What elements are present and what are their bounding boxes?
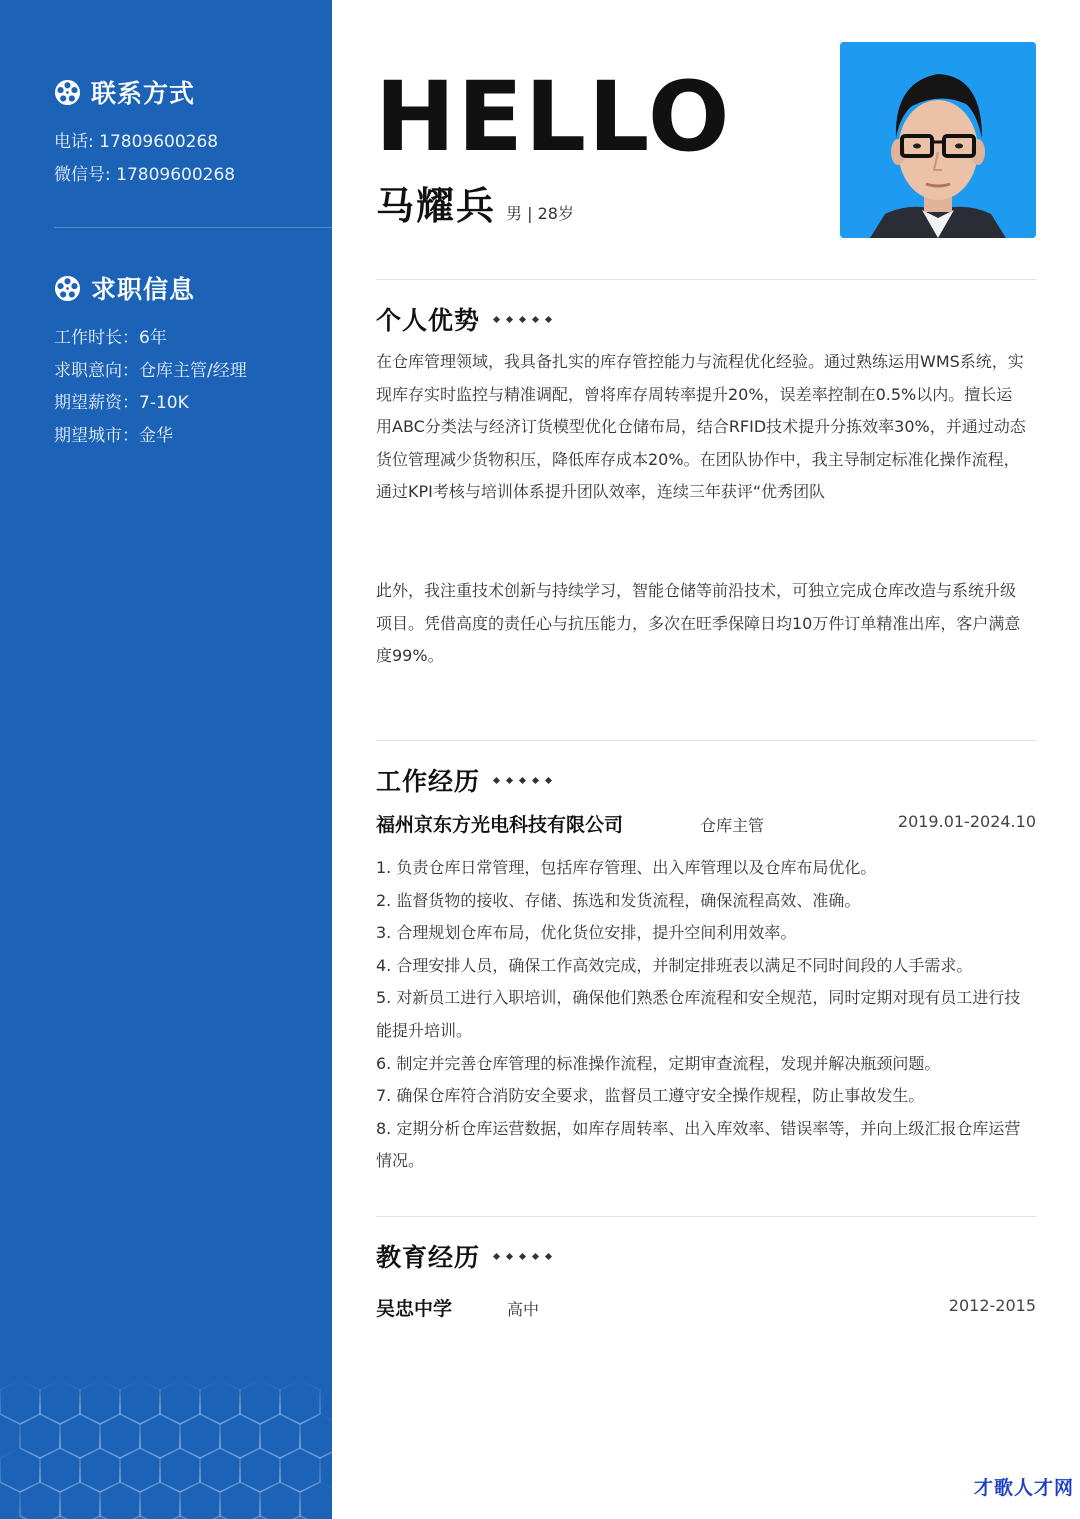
list-item: 7. 确保仓库符合消防安全要求，监督员工遵守安全操作规程，防止事故发生。 [376,1086,925,1106]
work-years-text: 工作时长：6年 [54,328,167,348]
school-name: 吴忠中学 [376,1298,453,1320]
divider [376,279,1036,280]
list-item: 8. 定期分析仓库运营数据，如库存周转率、出入库效率、错误率等，并向上级汇报仓库运营情况。 [376,1118,1021,1171]
sidebar-divider [54,227,332,228]
company-name: 福州京东方光电科技有限公司 [376,814,624,836]
hello-heading: HELLO [375,61,732,173]
dots-ornament [494,317,551,322]
film-reel-icon [54,275,81,302]
candidate-name: 马耀兵 [376,184,497,228]
education-date: 2012-2015 [948,1296,1036,1315]
job-entry [376,810,1036,840]
section-heading-education [376,1238,551,1274]
list-item: 4. 合理安排人员，确保工作高效完成，并制定排班表以满足不同时间段的人手需求。 [376,955,973,975]
dots-ornament [494,1254,551,1259]
expected-salary-text: 期望薪资：7-10K [54,393,189,413]
list-item: 6. 制定并完善仓库管理的标准操作流程，定期审查流程，发现并解决瓶颈问题。 [376,1053,941,1073]
section-heading-advantages [376,301,551,337]
degree: 高中 [507,1300,540,1319]
job-intention-text: 求职意向：仓库主管/经理 [54,361,247,381]
contact-heading [54,74,195,110]
work-title: 工作经历 [376,767,481,796]
divider [376,740,1036,741]
education-entry [376,1294,1036,1324]
job-info-heading [54,270,195,306]
job-role: 仓库主管 [700,816,765,835]
advantages-title: 个人优势 [376,306,481,335]
divider [376,1216,1036,1217]
list-item: 2. 监督货物的接收、存储、拣选和发货流程，确保流程高效、准确。 [376,890,861,910]
list-item: 1. 负责仓库日常管理，包括库存管理、出入库管理以及仓库布局优化。 [376,858,877,877]
list-item: 5. 对新员工进行入职培训，确保他们熟悉仓库流程和安全规范，同时定期对现有员工进行技能提升培训。 [376,988,1021,1040]
job-date: 2019.01-2024.10 [897,812,1036,831]
gender-age: 男 | 28岁 [506,204,574,223]
section-heading-work [376,762,551,798]
name-row [376,182,574,230]
duties-list [376,852,1031,1178]
hexagon-pattern [0,1380,332,1519]
portrait-image [840,42,1036,238]
list-item: 3. 合理规划仓库布局，优化货位安排，提升空间利用效率。 [376,923,797,943]
advantages-paragraph-2: 此外，我注重技术创新与持续学习，智能仓储等前沿技术，可独立完成仓库改造与系统升级项目。凭借高度的责任心与抗压能力，多次在旺季保障日均10万件订单精准出库，客户满意度99%。 [376,581,1021,666]
dots-ornament [494,778,551,783]
wechat-text: 微信号: 17809600268 [54,165,236,185]
film-reel-icon [54,79,81,106]
expected-city-text: 期望城市：金华 [54,426,173,446]
education-title: 教育经历 [376,1243,481,1272]
job-info-title: 求职信息 [91,275,196,304]
profile-photo [840,42,1036,238]
sidebar [0,0,332,1519]
phone-text: 电话: 17809600268 [54,132,219,152]
advantages-paragraph-1: 在仓库管理领域，我具备扎实的库存管控能力与流程优化经验。通过熟练运用WMS系统，实现库存实时监控与精准调配，曾将库存周转率提升20%，误差率控制在0.5%以内。擅长运用ABC分类法与经济订货模型优化仓储布局，结合RFID技术提升分拣效率30%，并通过动态货位管理减少货物积压，降低库存成本20%。在团队协作中，我主导制定标准化操作流程，通过KPI考核与培训体系提升团队效率，连续三年获评“优秀团队 [376,352,1026,502]
contact-title: 联系方式 [91,79,196,108]
watermark-logo: 才歌人才网 [973,1477,1074,1499]
